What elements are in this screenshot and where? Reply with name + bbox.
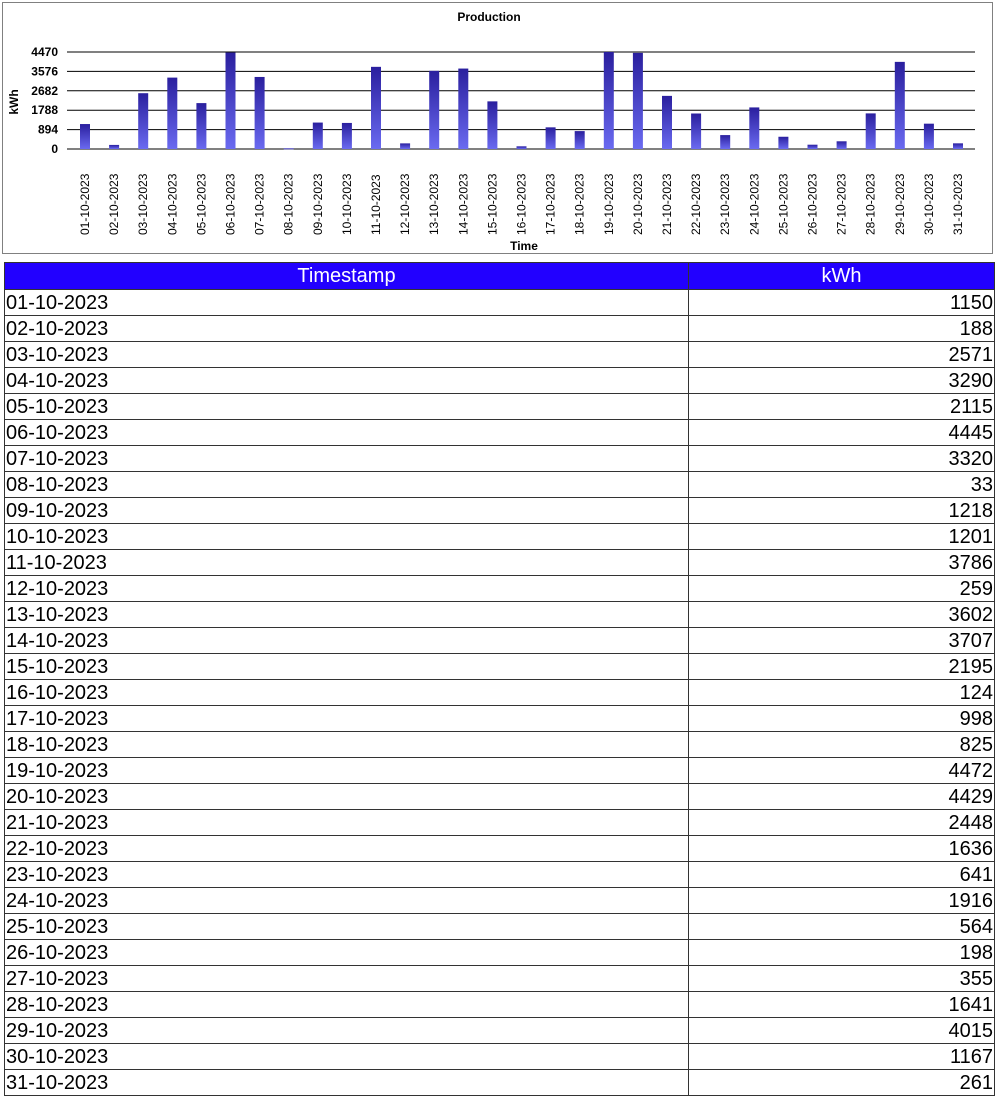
table-row [5,472,995,498]
timestamp-cell: 21-10-2023 [5,810,689,836]
table-row [5,498,995,524]
timestamp-cell: 31-10-2023 [5,1070,689,1096]
chart-canvas [3,3,994,255]
x-tick-label: 27-10-2023 [834,173,849,235]
x-tick-label: 09-10-2023 [310,173,325,235]
kwh-cell: 825 [689,732,995,758]
bar [778,137,788,149]
x-tick-label: 23-10-2023 [718,173,733,235]
x-tick-label: 19-10-2023 [601,173,616,235]
bar [487,101,497,149]
bar [80,124,90,149]
table-row [5,342,995,368]
table-row [5,368,995,394]
x-tick-label: 24-10-2023 [747,173,762,235]
bar [196,103,206,149]
x-tick-label: 12-10-2023 [398,173,413,235]
production-chart [2,2,993,254]
x-tick-label: 18-10-2023 [572,173,587,235]
kwh-cell: 564 [689,914,995,940]
timestamp-column-header[interactable]: Timestamp [5,263,689,290]
bar [167,78,177,149]
table-row [5,628,995,654]
chart-title: Production [457,10,521,24]
table-row [5,394,995,420]
timestamp-cell: 26-10-2023 [5,940,689,966]
kwh-cell: 1150 [689,290,995,316]
bar [255,77,265,149]
timestamp-cell: 01-10-2023 [5,290,689,316]
kwh-column-header[interactable]: kWh [689,263,995,290]
table-row [5,706,995,732]
kwh-cell: 3320 [689,446,995,472]
x-tick-label: 02-10-2023 [107,173,122,235]
timestamp-cell: 17-10-2023 [5,706,689,732]
timestamp-cell: 19-10-2023 [5,758,689,784]
kwh-cell: 261 [689,1070,995,1096]
timestamp-cell: 23-10-2023 [5,862,689,888]
kwh-cell: 2195 [689,654,995,680]
table-row [5,810,995,836]
x-tick-labels [78,173,965,235]
kwh-cell: 1167 [689,1044,995,1070]
bar [109,145,119,149]
x-tick-label: 15-10-2023 [485,173,500,235]
y-tick-labels [31,45,58,156]
x-tick-label: 31-10-2023 [951,173,965,235]
x-tick-label: 04-10-2023 [165,173,180,235]
kwh-cell: 33 [689,472,995,498]
bar [371,67,381,149]
table-row [5,1044,995,1070]
timestamp-cell: 08-10-2023 [5,472,689,498]
kwh-cell: 4445 [689,420,995,446]
table-row [5,420,995,446]
bar [866,113,876,149]
table-row [5,1018,995,1044]
bar [284,148,294,149]
bar [953,143,963,149]
timestamp-cell: 12-10-2023 [5,576,689,602]
timestamp-cell: 10-10-2023 [5,524,689,550]
kwh-cell: 2115 [689,394,995,420]
timestamp-cell: 14-10-2023 [5,628,689,654]
kwh-cell: 1636 [689,836,995,862]
bar [458,69,468,149]
table-row [5,862,995,888]
production-table [4,262,995,1096]
y-tick-label: 894 [37,122,58,137]
table-row [5,784,995,810]
timestamp-cell: 11-10-2023 [5,550,689,576]
x-tick-label: 08-10-2023 [281,173,296,235]
x-tick-label: 29-10-2023 [892,173,907,235]
kwh-cell: 998 [689,706,995,732]
timestamp-cell: 18-10-2023 [5,732,689,758]
bar [400,143,410,149]
bar [138,93,148,149]
bar [808,145,818,149]
timestamp-cell: 16-10-2023 [5,680,689,706]
x-tick-label: 16-10-2023 [514,173,529,235]
x-tick-label: 20-10-2023 [630,173,645,235]
x-tick-label: 01-10-2023 [78,173,92,235]
x-tick-label: 28-10-2023 [863,173,878,235]
kwh-cell: 4015 [689,1018,995,1044]
table-row [5,836,995,862]
bar [720,135,730,149]
y-tick-label: 3576 [31,64,58,79]
bar [837,141,847,149]
kwh-cell: 355 [689,966,995,992]
timestamp-cell: 06-10-2023 [5,420,689,446]
table-row [5,550,995,576]
kwh-cell: 3707 [689,628,995,654]
kwh-cell: 1218 [689,498,995,524]
timestamp-cell: 24-10-2023 [5,888,689,914]
timestamp-cell: 04-10-2023 [5,368,689,394]
y-tick-label: 2682 [31,83,58,98]
table-row [5,654,995,680]
table-row [5,524,995,550]
table-row [5,888,995,914]
bar [924,124,934,149]
timestamp-cell: 13-10-2023 [5,602,689,628]
timestamp-cell: 02-10-2023 [5,316,689,342]
timestamp-cell: 28-10-2023 [5,992,689,1018]
bar [517,146,527,149]
x-tick-label: 26-10-2023 [805,173,820,235]
x-tick-label: 05-10-2023 [194,173,209,235]
kwh-cell: 3290 [689,368,995,394]
bar [313,123,323,149]
timestamp-cell: 30-10-2023 [5,1044,689,1070]
table-row [5,940,995,966]
y-tick-label: 4470 [31,45,58,59]
bar [575,131,585,149]
x-tick-label: 13-10-2023 [427,173,442,235]
kwh-cell: 198 [689,940,995,966]
table-row [5,1070,995,1096]
bar [342,123,352,149]
timestamp-cell: 09-10-2023 [5,498,689,524]
bar [691,113,701,149]
kwh-cell: 1201 [689,524,995,550]
y-tick-label: 1788 [31,103,58,118]
x-tick-label: 14-10-2023 [456,173,471,235]
table-row [5,732,995,758]
x-tick-label: 21-10-2023 [660,173,674,235]
y-tick-label: 0 [51,142,58,156]
x-tick-label: 10-10-2023 [339,173,354,235]
table-row [5,992,995,1018]
bars [80,52,963,149]
kwh-cell: 124 [689,680,995,706]
bar [429,71,439,149]
kwh-cell: 2448 [689,810,995,836]
x-axis-label: Time [510,239,538,253]
table-row [5,316,995,342]
x-tick-label: 07-10-2023 [252,173,267,235]
timestamp-cell: 20-10-2023 [5,784,689,810]
table-row [5,758,995,784]
kwh-cell: 1641 [689,992,995,1018]
y-axis-label: kWh [7,89,21,115]
bar [633,53,643,149]
kwh-cell: 641 [689,862,995,888]
table-row [5,290,995,316]
kwh-cell: 188 [689,316,995,342]
kwh-cell: 259 [689,576,995,602]
timestamp-cell: 05-10-2023 [5,394,689,420]
bar [546,127,556,149]
timestamp-cell: 22-10-2023 [5,836,689,862]
kwh-cell: 4429 [689,784,995,810]
x-tick-label: 11-10-2023 [369,174,383,235]
x-tick-label: 03-10-2023 [136,173,151,235]
kwh-cell: 4472 [689,758,995,784]
table-row [5,680,995,706]
x-tick-label: 22-10-2023 [689,173,704,235]
timestamp-cell: 29-10-2023 [5,1018,689,1044]
bar [604,52,614,149]
table-row [5,602,995,628]
bar [226,53,236,149]
kwh-cell: 3786 [689,550,995,576]
x-tick-label: 17-10-2023 [543,173,558,235]
table-row [5,914,995,940]
timestamp-cell: 25-10-2023 [5,914,689,940]
timestamp-cell: 15-10-2023 [5,654,689,680]
bar [662,96,672,149]
timestamp-cell: 07-10-2023 [5,446,689,472]
x-tick-label: 30-10-2023 [921,173,936,235]
kwh-cell: 2571 [689,342,995,368]
bar [749,107,759,149]
kwh-cell: 1916 [689,888,995,914]
x-tick-label: 06-10-2023 [223,173,238,235]
table-header-row [5,263,995,290]
bar [895,62,905,149]
x-tick-label: 25-10-2023 [776,173,791,235]
table-row [5,576,995,602]
timestamp-cell: 03-10-2023 [5,342,689,368]
table-row [5,446,995,472]
kwh-cell: 3602 [689,602,995,628]
table-row [5,966,995,992]
timestamp-cell: 27-10-2023 [5,966,689,992]
